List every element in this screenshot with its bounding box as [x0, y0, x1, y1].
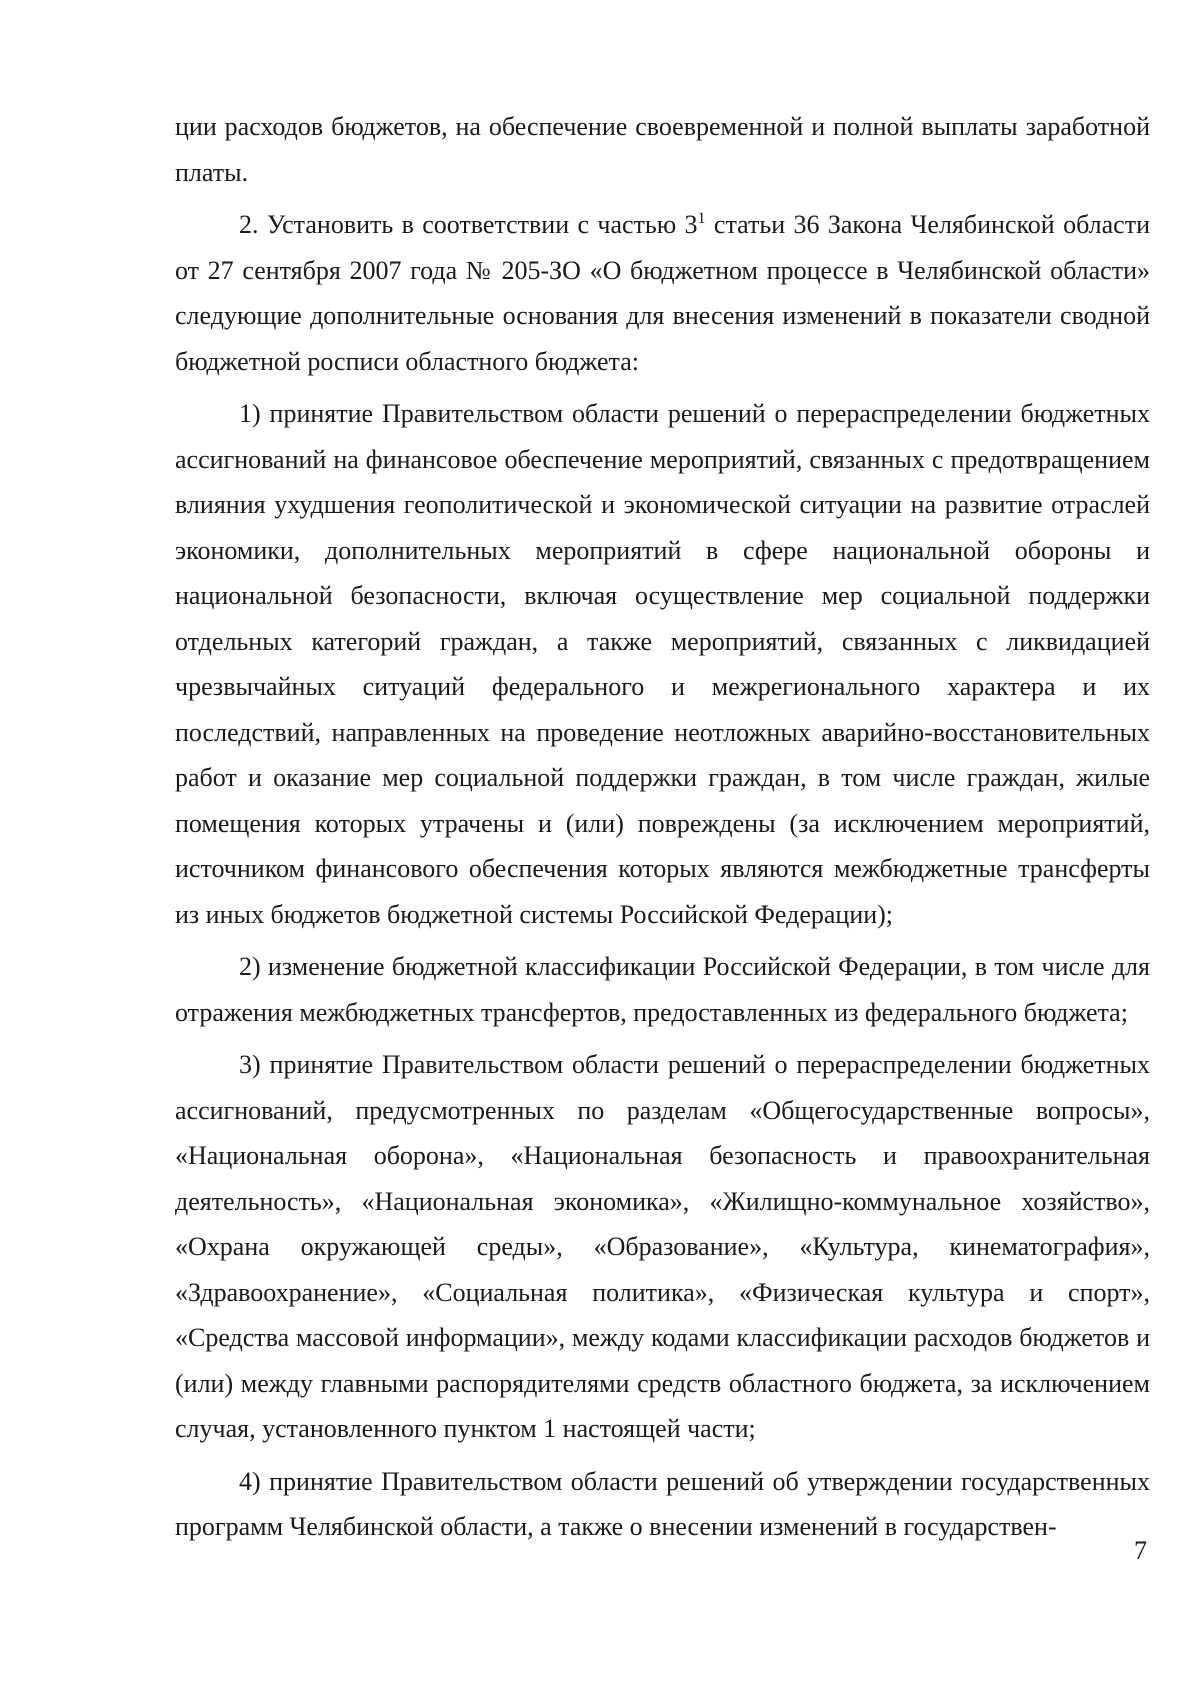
paragraph-subitem-3: 3) принятие Правительством области решений о перераспределении бюджетных ассигнований, предусмотренных по разделам «Общегосударственные вопросы», «Национальная оборона», «Национальная безопасность и правоохранительная деятельность», «Национальная экономика», «Жилищно-коммунальное хозяйство», «Охрана окружающей среды», «Образование», «Культура, кинематография», «Здравоохранение», «Социальная политика», «Физическая культура и спорт», «Средства массовой информации», между кодами классификации расходов бюджетов и (или) между главными распорядителями средств областного бюджета, за исключением случая, установленного пунктом 1 настоящей части;: [175, 1050, 1150, 1443]
page-number: 7: [1134, 1536, 1147, 1565]
superscript-part-number: 1: [697, 210, 706, 227]
paragraph-item-2-text-after: статьи 36 Закона Челябинской области от 27 сентября 2007 года № 205-ЗО «О бюджетном процессе в Челябинской области» следующие дополнительные основания для внесения изменений в показатели сводной бюджетной росписи областного бюджета:: [175, 210, 1150, 376]
paragraph-continuation: ции расходов бюджетов, на обеспечение своевременной и полной выплаты заработной платы.: [175, 112, 1150, 187]
paragraph-subitem-4: 4) принятие Правительством области решений об утверждении государственных программ Челябинской области, а также о внесении изменений в государствен-: [175, 1466, 1150, 1541]
paragraph-item-2-text-before: 2. Установить в соответствии с частью 3: [239, 210, 698, 239]
paragraph-subitem-2: 2) изменение бюджетной классификации Российской Федерации, в том числе для отражения межбюджетных трансфертов, предоставленных из федерального бюджета;: [175, 952, 1150, 1027]
paragraph-item-2: [175, 202, 1150, 384]
paragraph-subitem-1: 1) принятие Правительством области решений о перераспределении бюджетных ассигнований на финансовое обеспечение мероприятий, связанных с предотвращением влияния ухудшения геополитической и экономической ситуации на развитие отраслей экономики, дополнительных мероприятий в сфере национальной обороны и национальной безопасности, включая осуществление мер социальной поддержки отдельных категорий граждан, а также мероприятий, связанных с ликвидацией чрезвычайных ситуаций федерального и межрегионального характера и их последствий, направленных на проведение неотложных аварийно-восстановительных работ и оказание мер социальной поддержки граждан, в том числе граждан, жилые помещения которых утрачены и (или) повреждены (за исключением мероприятий, источником финансового обеспечения которых являются межбюджетные трансферты из иных бюджетов бюджетной системы Российской Федерации);: [175, 399, 1150, 929]
document-body: [175, 104, 1150, 1550]
